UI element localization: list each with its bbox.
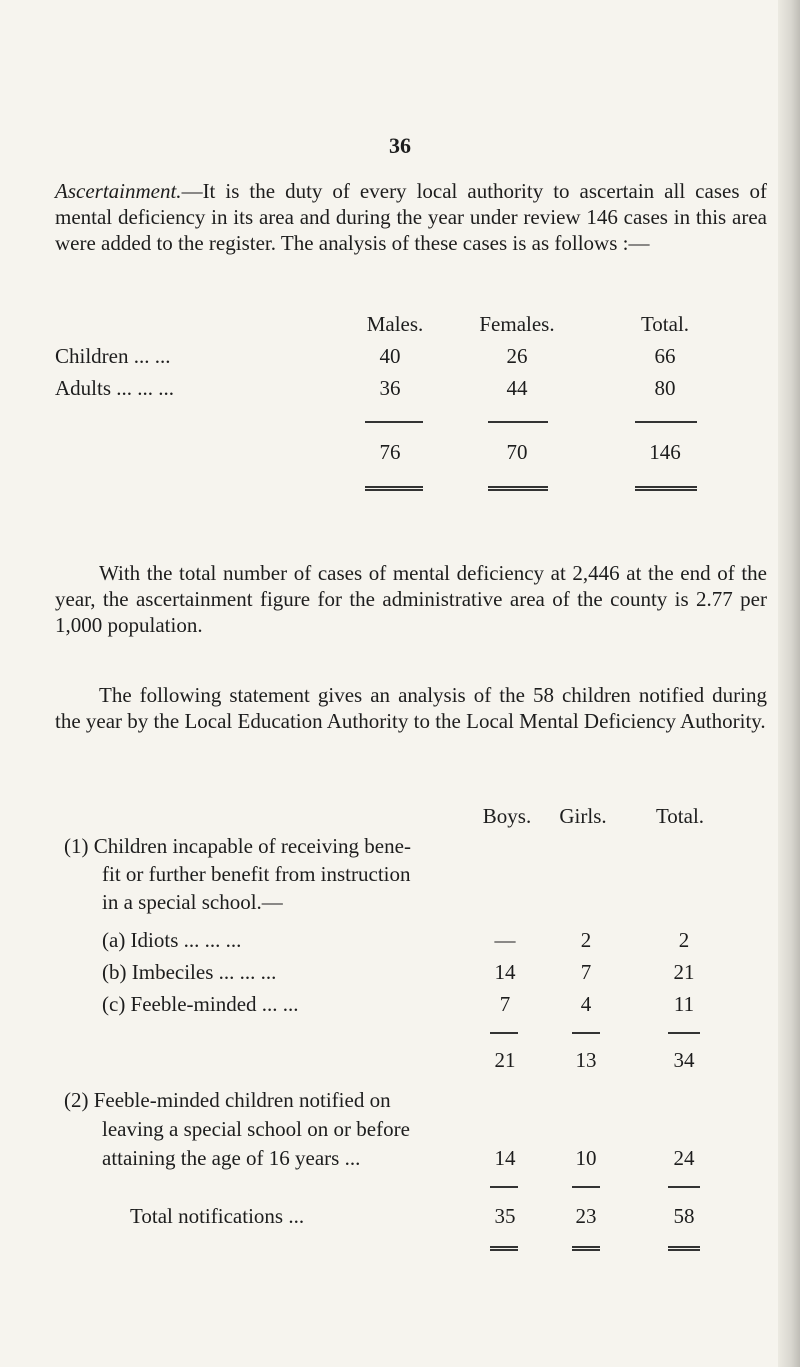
- header-males: Males.: [366, 312, 424, 336]
- row-label-feeble-minded: (c) Feeble-minded ... ...: [102, 992, 299, 1016]
- children-males: 40: [379, 344, 401, 368]
- subtotal-girls: 13: [575, 1048, 597, 1072]
- page-number: 36: [389, 133, 411, 158]
- header-total: Total.: [640, 312, 690, 336]
- section-heading: Ascertainment.: [55, 179, 182, 203]
- double-rule: [490, 1246, 518, 1251]
- total-all: 58: [673, 1204, 695, 1228]
- feeble-minded-boys: 7: [499, 992, 511, 1016]
- row-label-imbeciles: (b) Imbeciles ... ... ...: [102, 960, 277, 984]
- double-rule: [488, 486, 548, 491]
- section2-label: (2) Feeble-minded children notified on: [64, 1088, 391, 1112]
- total-males: 76: [379, 440, 401, 464]
- section2-total: 24: [673, 1146, 695, 1170]
- total-label: Total notifications ...: [130, 1204, 305, 1228]
- section2-boys: 14: [494, 1146, 516, 1170]
- imbeciles-boys: 14: [494, 960, 516, 984]
- total-girls: 23: [575, 1204, 597, 1228]
- rule: [668, 1186, 700, 1188]
- section1-line2: fit or further benefit from instruction: [102, 862, 411, 886]
- adults-females: 44: [506, 376, 528, 400]
- rule: [572, 1032, 600, 1034]
- double-rule: [365, 486, 423, 491]
- total-females: 70: [506, 440, 528, 464]
- imbeciles-girls: 7: [580, 960, 592, 984]
- feeble-minded-girls: 4: [580, 992, 592, 1016]
- row-label-idiots: (a) Idiots ... ... ...: [102, 928, 242, 952]
- header-females: Females.: [479, 312, 555, 336]
- section1-label: (1) Children incapable of receiving bene-: [64, 834, 411, 858]
- imbeciles-total: 21: [673, 960, 695, 984]
- cases-table: [0, 0, 800, 560]
- double-rule: [572, 1246, 600, 1251]
- ascertainment-paragraph: With the total number of cases of mental deficiency at 2,446 at the end of the year, the ascertainment figure for the administrative area of the county is 2.77 per 1,000 population.: [55, 561, 767, 637]
- intro-text: —It is the duty of every local authority to ascertain all cases of mental deficiency in its area and during the year under review 146 cases in this area were added to the register. The analysis of these cases is as follows :—: [55, 179, 767, 255]
- children-total: 66: [654, 344, 676, 368]
- header-boys: Boys.: [482, 804, 532, 828]
- header-girls: Girls.: [559, 804, 607, 828]
- children-females: 26: [506, 344, 528, 368]
- total-all: 146: [649, 440, 681, 464]
- rule: [572, 1186, 600, 1188]
- row-label-adults: Adults ... ... ...: [55, 376, 175, 400]
- section2-girls: 10: [575, 1146, 597, 1170]
- idiots-girls: 2: [580, 928, 592, 952]
- section1-line3: in a special school.—: [102, 890, 283, 914]
- section2-line2: leaving a special school on or before: [102, 1117, 410, 1141]
- header-total: Total.: [655, 804, 705, 828]
- rule: [488, 421, 548, 423]
- subtotal-total: 34: [673, 1048, 695, 1072]
- idiots-boys: —: [494, 928, 516, 952]
- feeble-minded-total: 11: [673, 992, 695, 1016]
- rule: [668, 1032, 700, 1034]
- adults-total: 80: [654, 376, 676, 400]
- rule: [490, 1186, 518, 1188]
- row-label-children: Children ... ...: [55, 344, 171, 368]
- statement-paragraph: The following statement gives an analysis of the 58 children notified during the year by the Local Education Authority to the Local Mental Deficiency Authority.: [55, 683, 767, 733]
- page-edge-shadow: [778, 0, 800, 1367]
- rule: [635, 421, 697, 423]
- double-rule: [635, 486, 697, 491]
- total-boys: 35: [494, 1204, 516, 1228]
- rule: [490, 1032, 518, 1034]
- subtotal-boys: 21: [494, 1048, 516, 1072]
- adults-males: 36: [379, 376, 401, 400]
- rule: [365, 421, 423, 423]
- idiots-total: 2: [678, 928, 690, 952]
- double-rule: [668, 1246, 700, 1251]
- section2-line3: attaining the age of 16 years ...: [102, 1146, 361, 1170]
